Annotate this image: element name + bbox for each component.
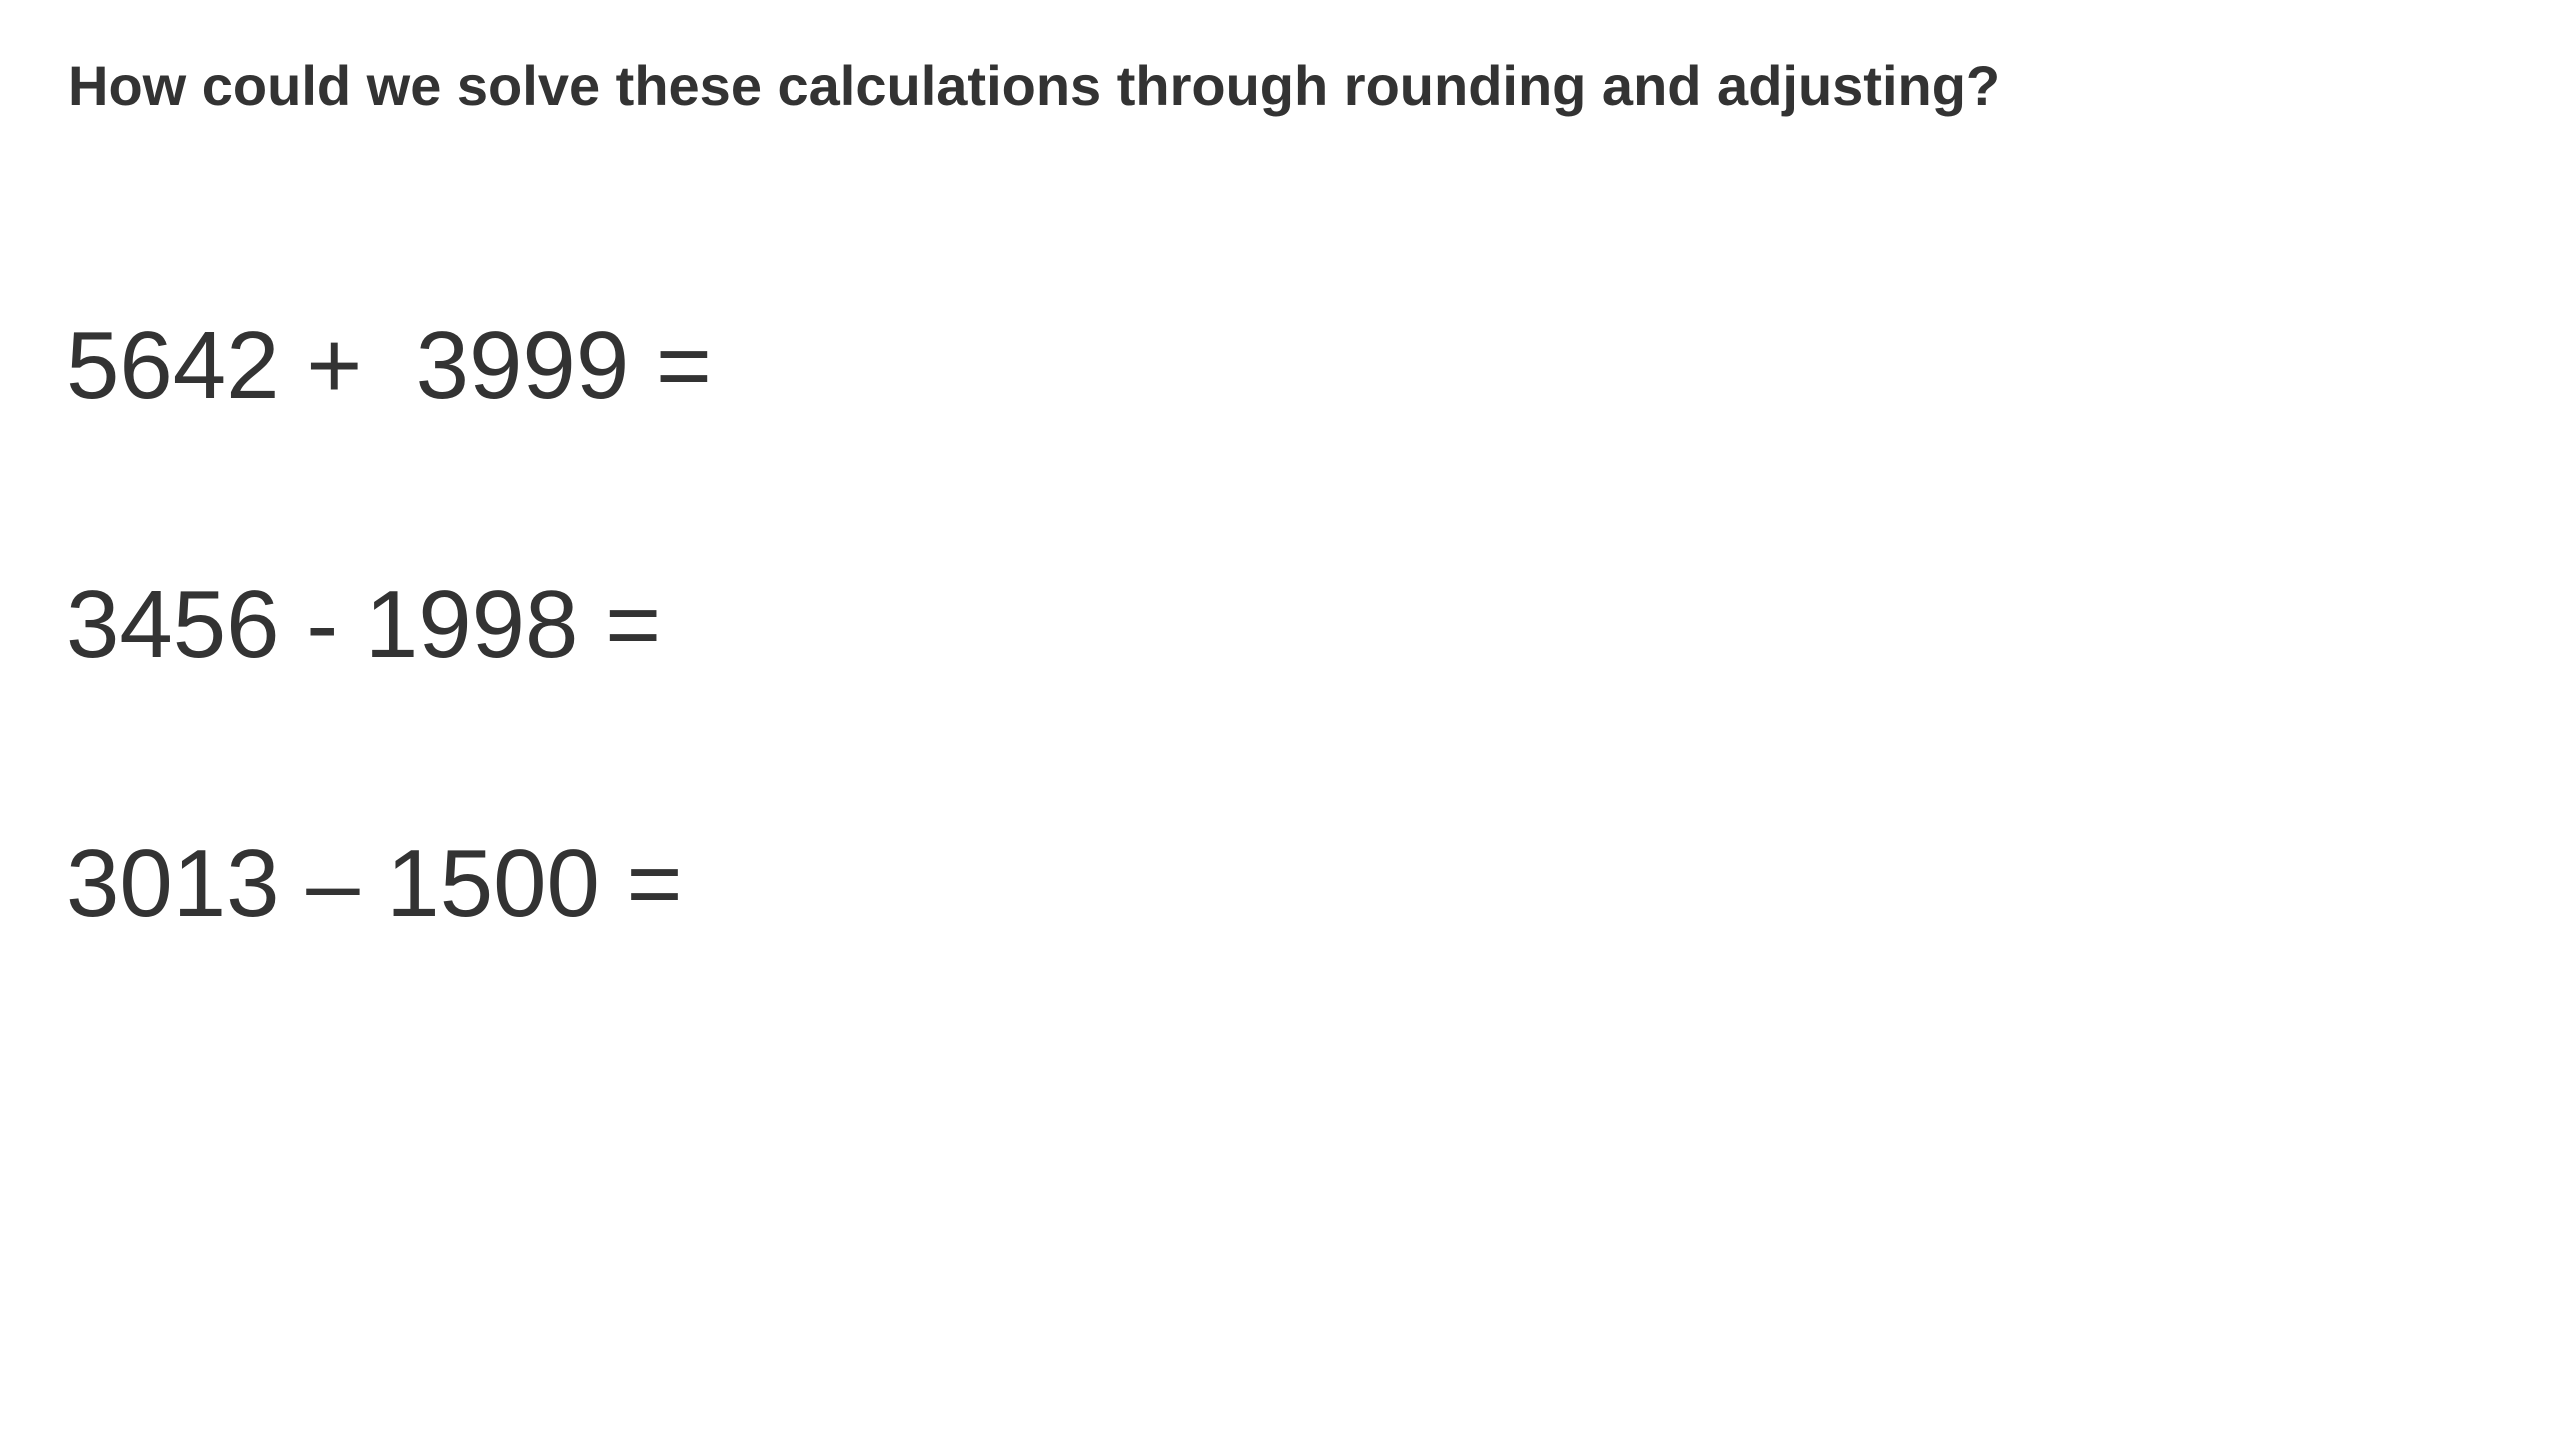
calculation-2: 3456 - 1998 =	[66, 571, 662, 678]
question-heading: How could we solve these calculations through rounding and adjusting?	[68, 54, 2001, 117]
calculation-1: 5642 + 3999 =	[66, 312, 712, 419]
calculation-3: 3013 – 1500 =	[66, 830, 683, 937]
